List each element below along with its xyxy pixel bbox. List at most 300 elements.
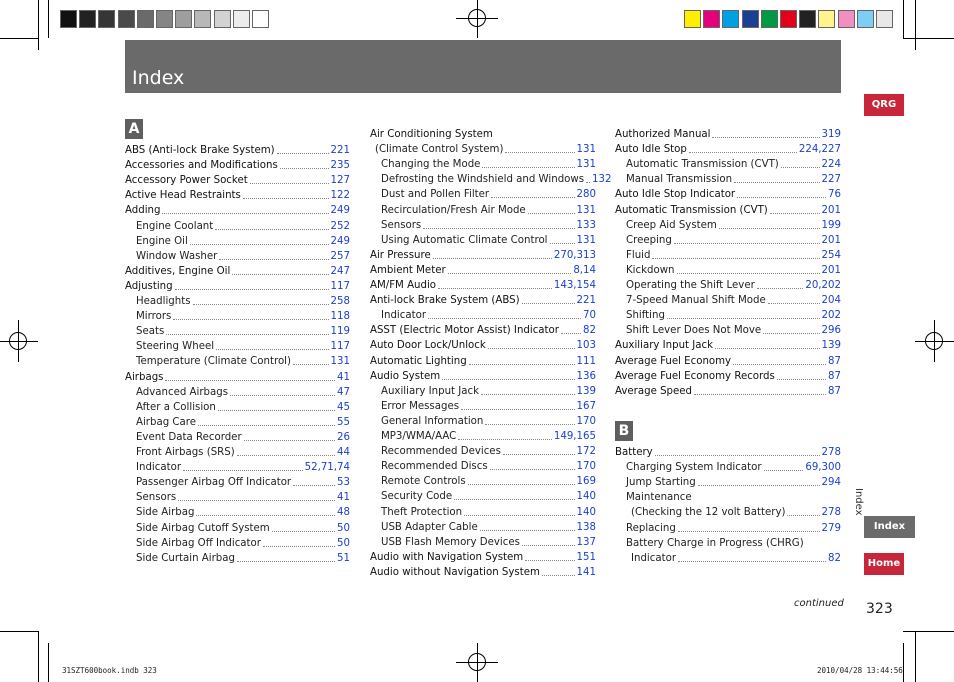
- leader-dots: [196, 515, 335, 516]
- leader-dots: [485, 424, 574, 425]
- page-reference-link[interactable]: 44: [337, 447, 350, 458]
- index-entry[interactable]: [615, 186, 841, 201]
- registration-mark: [477, 0, 478, 38]
- leader-dots: [423, 228, 574, 229]
- index-entry-text: Side Airbag Cutoff System: [136, 522, 270, 534]
- page-reference-link[interactable]: 278: [821, 507, 841, 519]
- registration-mark: [934, 320, 935, 362]
- index-entry-text: Maintenance: [626, 492, 692, 504]
- index-entry-text: Creep Aid System: [626, 219, 717, 231]
- continued-label: continued: [794, 598, 844, 609]
- index-entry[interactable]: [370, 247, 596, 262]
- index-entry[interactable]: [626, 489, 841, 504]
- leader-dots: [162, 213, 328, 214]
- leader-dots: [503, 454, 575, 455]
- color-swatch: [722, 10, 739, 28]
- index-entry-text: (Checking the 12 volt Battery): [631, 507, 786, 519]
- page-reference-link[interactable]: 122: [330, 190, 350, 202]
- index-entry[interactable]: [626, 459, 841, 474]
- index-entry[interactable]: [626, 262, 841, 277]
- color-swatch: [742, 10, 759, 28]
- page-reference-link[interactable]: 270,313: [553, 249, 596, 261]
- index-entry[interactable]: [626, 292, 841, 307]
- leader-dots: [216, 349, 328, 350]
- index-entry-text: Air Conditioning System: [370, 129, 493, 140]
- index-entry[interactable]: [631, 550, 841, 565]
- leader-dots: [481, 394, 575, 395]
- leader-dots: [674, 243, 820, 244]
- color-swatch: [838, 10, 855, 28]
- page-reference-link[interactable]: 76: [828, 189, 841, 201]
- index-entry[interactable]: [136, 293, 350, 308]
- page-reference-link[interactable]: 118: [330, 311, 350, 323]
- page-reference-link[interactable]: 103: [576, 340, 596, 352]
- index-entry[interactable]: [615, 126, 841, 141]
- index-entry[interactable]: [136, 308, 350, 323]
- index-entry[interactable]: [136, 353, 350, 368]
- page-reference-link[interactable]: 278: [821, 447, 841, 458]
- leader-dots: [458, 439, 552, 440]
- index-entry[interactable]: [615, 383, 841, 398]
- crop-mark: [38, 0, 39, 50]
- index-entry-text: (Climate Control System): [375, 144, 504, 156]
- leader-dots: [768, 303, 820, 304]
- page-reference-link[interactable]: 20,202: [805, 280, 841, 291]
- index-entry[interactable]: [615, 202, 841, 217]
- leader-dots: [733, 364, 826, 365]
- page-reference-link[interactable]: 199: [821, 219, 841, 231]
- page-reference-link[interactable]: 235: [330, 160, 350, 172]
- color-swatch: [684, 10, 701, 28]
- index-entry[interactable]: [136, 338, 350, 353]
- index-entry[interactable]: [136, 384, 350, 399]
- index-entry[interactable]: [370, 564, 596, 579]
- index-entry-text: Side Airbag: [136, 507, 195, 519]
- tab-home[interactable]: Home: [864, 553, 904, 575]
- index-entry-text: 7-Speed Manual Shift Mode: [626, 295, 766, 307]
- index-entry-text: Event Data Recorder: [136, 431, 242, 443]
- leader-dots: [198, 425, 335, 426]
- page-reference-link[interactable]: 140: [576, 491, 596, 503]
- index-entry[interactable]: [631, 504, 841, 519]
- leader-dots: [442, 379, 574, 380]
- index-entry[interactable]: [381, 156, 596, 171]
- page-reference-link[interactable]: 117: [330, 280, 350, 292]
- print-timestamp: 2010/04/28 13:44:56: [817, 666, 903, 675]
- page-reference-link[interactable]: 87: [828, 385, 841, 397]
- color-swatch: [79, 10, 96, 28]
- page-reference-link[interactable]: 119: [330, 326, 350, 338]
- leader-dots: [480, 530, 575, 531]
- color-swatch: [799, 10, 816, 28]
- index-entry-text: ABS (Anti-lock Brake System): [125, 145, 275, 156]
- index-entry[interactable]: [370, 353, 596, 368]
- index-entry[interactable]: [381, 383, 596, 398]
- page-reference-link[interactable]: 127: [330, 175, 350, 187]
- index-entry-text: Sensors: [136, 492, 177, 504]
- page-reference-link[interactable]: 82: [583, 325, 596, 337]
- page-reference-link[interactable]: 117: [330, 341, 350, 353]
- leader-dots: [454, 499, 574, 500]
- page-title: Index: [132, 67, 185, 89]
- page-reference-link[interactable]: 133: [576, 219, 596, 231]
- page-reference-link[interactable]: 249: [330, 235, 350, 247]
- index-entry[interactable]: [370, 337, 596, 352]
- page-reference-link[interactable]: 221: [576, 295, 596, 307]
- leader-dots: [243, 198, 329, 199]
- index-entry[interactable]: [136, 520, 350, 535]
- page-reference-link[interactable]: 131: [576, 159, 596, 171]
- index-entry[interactable]: [381, 488, 596, 503]
- crop-mark: [903, 643, 904, 682]
- index-entry[interactable]: [136, 489, 350, 504]
- page-reference-link[interactable]: 111: [576, 355, 596, 367]
- index-entry-text: Average Speed: [615, 385, 693, 397]
- index-entry[interactable]: [125, 369, 350, 384]
- index-entry[interactable]: [381, 232, 596, 247]
- color-swatch: [761, 10, 778, 28]
- page-reference-link[interactable]: 137: [576, 536, 596, 548]
- page-reference-link[interactable]: 45: [337, 401, 350, 413]
- tab-index[interactable]: Index: [864, 516, 915, 538]
- side-section-label: Index: [853, 488, 864, 516]
- page-reference-link[interactable]: 70: [583, 310, 596, 322]
- index-entry[interactable]: [381, 519, 596, 534]
- page-reference-link[interactable]: 52,71,74: [304, 462, 350, 474]
- index-entry[interactable]: [615, 444, 841, 459]
- page-reference-link[interactable]: 131: [576, 204, 596, 216]
- index-entry[interactable]: [381, 534, 596, 549]
- index-entry[interactable]: [370, 368, 596, 383]
- index-entry[interactable]: [125, 263, 350, 278]
- page-reference-link[interactable]: 41: [337, 492, 350, 504]
- index-entry[interactable]: [136, 248, 350, 263]
- page-reference-link[interactable]: 139: [576, 385, 596, 397]
- index-entry[interactable]: [125, 187, 350, 202]
- page-reference-link[interactable]: 202: [821, 310, 841, 322]
- leader-dots: [237, 561, 335, 562]
- leader-dots: [263, 546, 335, 547]
- index-entry-text: Recirculation/Fresh Air Mode: [381, 204, 526, 216]
- index-entry[interactable]: [136, 504, 350, 519]
- leader-dots: [218, 410, 335, 411]
- index-entry-text: Manual Transmission: [626, 174, 733, 186]
- index-entry[interactable]: [626, 277, 841, 292]
- page-reference-link[interactable]: 204: [821, 295, 841, 307]
- page-reference-link[interactable]: 47: [337, 386, 350, 398]
- index-entry[interactable]: [136, 218, 350, 233]
- page-reference-link[interactable]: 252: [330, 220, 350, 232]
- leader-dots: [250, 183, 329, 184]
- page-reference-link[interactable]: 141: [576, 566, 596, 578]
- crop-mark: [0, 631, 38, 632]
- leader-dots: [166, 334, 328, 335]
- color-swatch: [214, 10, 231, 28]
- index-entry-text: Front Airbags (SRS): [136, 447, 235, 458]
- index-entry-text: Authorized Manual: [615, 129, 711, 140]
- page-reference-link[interactable]: 221: [330, 145, 350, 156]
- page-reference-link[interactable]: 258: [330, 296, 350, 307]
- index-entry-text: Kickdown: [626, 264, 675, 276]
- index-entry[interactable]: [136, 535, 350, 550]
- leader-dots: [677, 273, 820, 274]
- index-entry[interactable]: [125, 278, 350, 293]
- leader-dots: [678, 531, 820, 532]
- index-entry-text: Creeping: [626, 234, 672, 246]
- index-entry[interactable]: [381, 171, 612, 186]
- index-entry[interactable]: [370, 549, 596, 564]
- leader-dots: [272, 531, 335, 532]
- leader-dots: [461, 409, 575, 410]
- index-entry-text: Jump Starting: [626, 477, 696, 489]
- page-reference-link[interactable]: 224: [821, 159, 841, 171]
- page-reference-link[interactable]: 169: [576, 476, 596, 488]
- index-entry-text: USB Flash Memory Devices: [381, 536, 520, 548]
- crop-mark: [0, 38, 38, 39]
- index-entry[interactable]: [125, 202, 350, 217]
- page-reference-link[interactable]: 138: [576, 521, 596, 533]
- registration-mark: [18, 320, 19, 362]
- page-reference-link[interactable]: 170: [576, 461, 596, 473]
- index-entry-text: Battery Charge in Progress (CHRG): [626, 537, 804, 549]
- index-entry-text: Accessory Power Socket: [125, 175, 248, 187]
- index-entry[interactable]: [626, 474, 841, 489]
- color-swatch: [876, 10, 893, 28]
- index-entry[interactable]: [626, 156, 841, 171]
- page-reference-link[interactable]: 87: [828, 370, 841, 382]
- index-entry-text: Airbag Care: [136, 416, 196, 428]
- page-reference-link[interactable]: 131: [576, 234, 596, 246]
- page-reference-link[interactable]: 149,165: [553, 431, 596, 442]
- index-entry[interactable]: [626, 232, 841, 247]
- index-entry-text: Window Washer: [136, 250, 218, 262]
- page-reference-link[interactable]: 249: [330, 205, 350, 217]
- index-entry-text: Engine Oil: [136, 235, 188, 247]
- index-entry[interactable]: [136, 474, 350, 489]
- page-reference-link[interactable]: 201: [821, 264, 841, 276]
- page-reference-link[interactable]: 280: [576, 189, 596, 201]
- leader-dots: [715, 348, 820, 349]
- index-entry-text: Anti-lock Brake System (ABS): [370, 295, 520, 307]
- leader-dots: [764, 470, 804, 471]
- page-reference-link[interactable]: 201: [821, 204, 841, 216]
- index-entry-text: Passenger Airbag Off Indicator: [136, 477, 292, 489]
- leader-dots: [689, 152, 797, 153]
- index-entry-text: Auxiliary Input Jack: [615, 340, 714, 352]
- index-entry-text: Average Fuel Economy: [615, 355, 732, 367]
- page-reference-link[interactable]: 167: [576, 400, 596, 412]
- index-entry[interactable]: [125, 142, 350, 157]
- page-reference-link[interactable]: 87: [828, 355, 841, 367]
- index-entry[interactable]: [125, 172, 350, 187]
- index-entry-text: Auto Idle Stop: [615, 144, 687, 156]
- index-entry[interactable]: [626, 535, 841, 550]
- page-reference-link[interactable]: 294: [821, 477, 841, 489]
- leader-dots: [505, 152, 574, 153]
- leader-dots: [219, 259, 328, 260]
- index-entry[interactable]: [381, 428, 596, 443]
- page-reference-link[interactable]: 151: [576, 551, 596, 563]
- index-entry[interactable]: [136, 399, 350, 414]
- leader-dots: [464, 515, 574, 516]
- leader-dots: [468, 484, 575, 485]
- index-entry[interactable]: [136, 414, 350, 429]
- index-entry[interactable]: [381, 504, 596, 519]
- index-entry-text: USB Adapter Cable: [381, 521, 478, 533]
- index-entry-text: Replacing: [626, 522, 676, 534]
- color-swatch: [118, 10, 135, 28]
- index-entry-text: Charging System Indicator: [626, 462, 762, 474]
- index-entry-text: Shift Lever Does Not Move: [626, 325, 762, 337]
- print-file-label: 31SZT600book.indb 323: [62, 666, 157, 675]
- index-entry-text: Indicator: [136, 462, 182, 474]
- page-reference-link[interactable]: 224,227: [798, 144, 841, 156]
- leader-dots: [522, 545, 575, 546]
- leader-dots: [719, 228, 820, 229]
- page-reference-link[interactable]: 53: [337, 477, 350, 489]
- leader-dots: [698, 485, 820, 486]
- index-entry-text: Indicator: [381, 310, 427, 322]
- index-entry[interactable]: [125, 157, 350, 172]
- index-entry-text: Headlights: [136, 296, 191, 307]
- leader-dots: [193, 304, 329, 305]
- index-entry[interactable]: [381, 458, 596, 473]
- index-entry-text: Accessories and Modifications: [125, 160, 278, 172]
- page-reference-link[interactable]: 279: [821, 522, 841, 534]
- index-entry[interactable]: [626, 217, 841, 232]
- index-entry-text: Auxiliary Input Jack: [381, 385, 480, 397]
- page-reference-link[interactable]: 50: [337, 522, 350, 534]
- index-entry-text: Audio with Navigation System: [370, 551, 524, 563]
- leader-dots: [230, 395, 335, 396]
- page-reference-link[interactable]: 201: [821, 234, 841, 246]
- page-reference-link[interactable]: 48: [337, 507, 350, 519]
- index-entry[interactable]: [375, 141, 596, 156]
- index-entry[interactable]: [136, 459, 350, 474]
- page-reference-link[interactable]: 139: [821, 340, 841, 352]
- index-entry-text: Active Head Restraints: [125, 190, 241, 202]
- index-entry[interactable]: [370, 322, 596, 337]
- page-reference-link[interactable]: 136: [576, 370, 596, 382]
- page-reference-link[interactable]: 50: [337, 537, 350, 549]
- index-entry[interactable]: [381, 186, 596, 201]
- index-entry[interactable]: [136, 233, 350, 248]
- index-entry[interactable]: [615, 368, 841, 383]
- page-reference-link[interactable]: 143,154: [553, 280, 596, 291]
- page-reference-link[interactable]: 51: [337, 552, 350, 564]
- index-entry-text: Mirrors: [136, 311, 172, 323]
- index-entry[interactable]: [381, 307, 596, 322]
- page-reference-link[interactable]: 69,300: [805, 462, 841, 474]
- leader-dots: [522, 303, 575, 304]
- index-entry[interactable]: [381, 217, 596, 232]
- leader-dots: [165, 380, 335, 381]
- registration-mark: [0, 341, 38, 342]
- page-reference-link[interactable]: 296: [821, 325, 841, 337]
- index-entry-text: Adding: [125, 205, 161, 217]
- index-entry[interactable]: [626, 307, 841, 322]
- page-reference-link[interactable]: 131: [330, 356, 350, 368]
- color-swatch: [60, 10, 77, 28]
- index-entry[interactable]: [370, 277, 596, 292]
- index-entry[interactable]: [381, 443, 596, 458]
- index-entry[interactable]: [626, 247, 841, 262]
- leader-dots: [777, 379, 826, 380]
- index-entry[interactable]: [381, 398, 596, 413]
- page-reference-link[interactable]: 41: [337, 371, 350, 383]
- index-entry-text: Security Code: [381, 491, 453, 503]
- leader-dots: [175, 289, 329, 290]
- index-entry[interactable]: [615, 141, 841, 156]
- page-reference-link[interactable]: 172: [576, 446, 596, 458]
- color-swatch: [137, 10, 154, 28]
- index-entry-text: ASST (Electric Motor Assist) Indicator: [370, 325, 559, 337]
- page-reference-link[interactable]: 254: [821, 249, 841, 261]
- index-entry-text: Automatic Transmission (CVT): [626, 159, 779, 171]
- page-reference-link[interactable]: 247: [330, 265, 350, 277]
- index-entry[interactable]: [381, 413, 596, 428]
- index-entry-text: Engine Coolant: [136, 220, 214, 232]
- index-entry[interactable]: [615, 337, 841, 352]
- page-reference-link[interactable]: 26: [337, 431, 350, 443]
- index-entry[interactable]: [136, 429, 350, 444]
- index-entry-text: Remote Controls: [381, 476, 466, 488]
- leader-dots: [757, 288, 804, 289]
- index-entry[interactable]: [136, 550, 350, 565]
- page-reference-link[interactable]: 170: [576, 415, 596, 427]
- color-swatch: [857, 10, 874, 28]
- page-reference-link[interactable]: 82: [828, 552, 841, 564]
- index-entry-text: Auto Door Lock/Unlock: [370, 340, 486, 352]
- index-entry-text: Recommended Discs: [381, 461, 488, 473]
- page-reference-link[interactable]: 55: [337, 416, 350, 428]
- index-entry[interactable]: [370, 262, 596, 277]
- index-entry[interactable]: [370, 126, 596, 141]
- index-entry-text: Advanced Airbags: [136, 386, 229, 398]
- index-entry[interactable]: [626, 520, 841, 535]
- leader-dots: [433, 258, 552, 259]
- page-reference-link[interactable]: 257: [330, 250, 350, 262]
- index-entry-text: Recommended Devices: [381, 446, 501, 458]
- index-entry-text: Dust and Pollen Filter: [381, 189, 490, 201]
- page-reference-link[interactable]: 8,14: [573, 264, 596, 276]
- tab-qrg[interactable]: QRG: [864, 94, 904, 116]
- index-entry[interactable]: [381, 473, 596, 488]
- color-swatch: [233, 10, 250, 28]
- index-entry-text: Side Curtain Airbag: [136, 552, 235, 564]
- index-entry[interactable]: [136, 444, 350, 459]
- page-reference-link[interactable]: 132: [592, 174, 612, 186]
- page-reference-link[interactable]: 140: [576, 506, 596, 518]
- page-reference-link[interactable]: 319: [821, 129, 841, 140]
- index-entry[interactable]: [626, 171, 841, 186]
- leader-dots: [469, 364, 575, 365]
- index-entry-text: Temperature (Climate Control): [136, 356, 291, 368]
- index-entry[interactable]: [136, 323, 350, 338]
- page-reference-link[interactable]: 131: [576, 144, 596, 156]
- index-entry-text: Audio System: [370, 370, 441, 382]
- leader-dots: [712, 137, 819, 138]
- index-entry[interactable]: [615, 353, 841, 368]
- leader-dots: [528, 213, 575, 214]
- index-entry[interactable]: [381, 202, 596, 217]
- index-entry-text: After a Collision: [136, 401, 216, 413]
- index-entry-text: Indicator: [631, 552, 677, 564]
- leader-dots: [215, 229, 328, 230]
- index-entry[interactable]: [370, 292, 596, 307]
- index-entry[interactable]: [626, 322, 841, 337]
- page-reference-link[interactable]: 227: [821, 174, 841, 186]
